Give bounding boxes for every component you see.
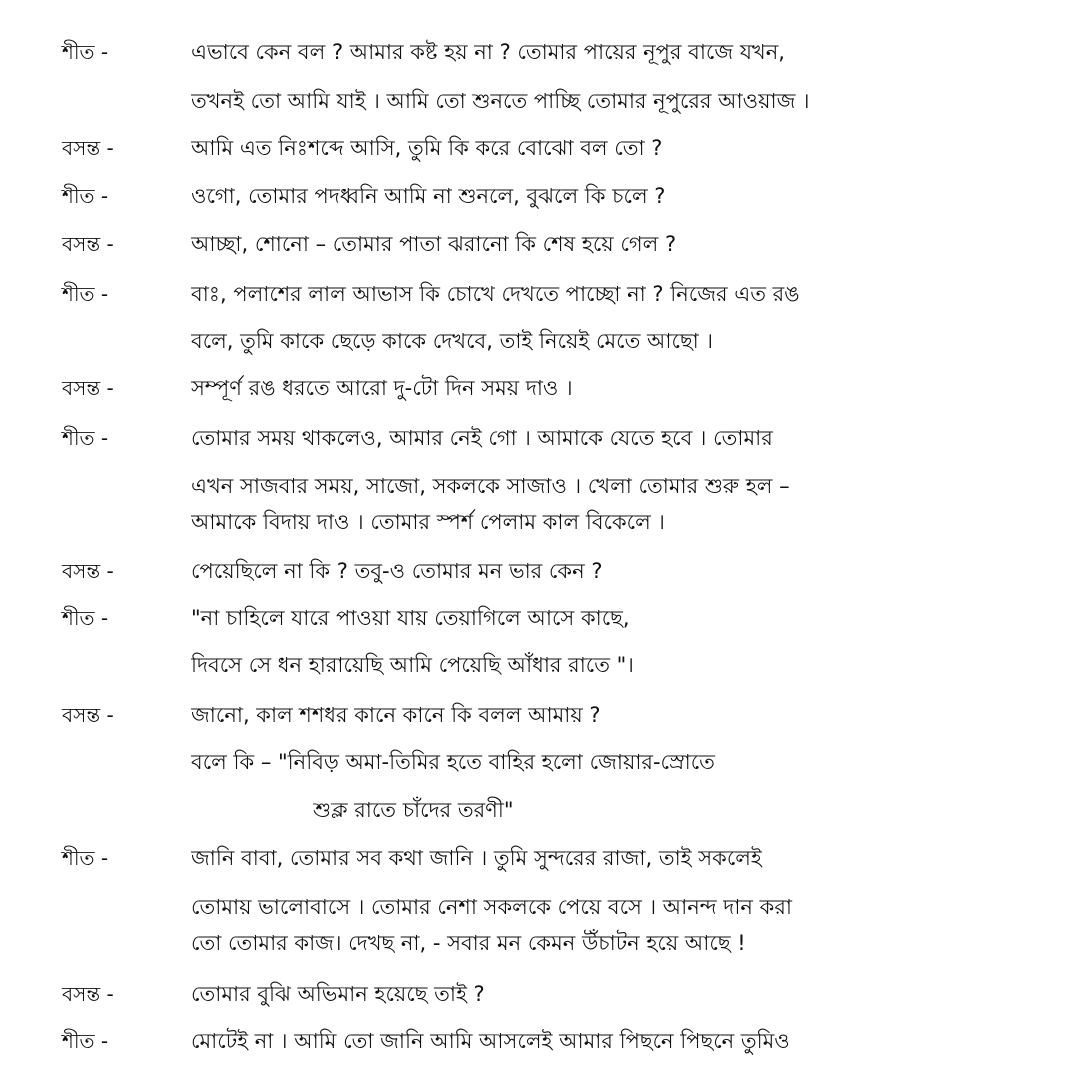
dialogue-text: জানো, কাল শশধর কানে কানে কি বলল আমায় ? bbox=[191, 703, 601, 727]
speaker-label: শীত - bbox=[62, 1029, 109, 1053]
dialogue-text: সম্পূর্ণ রঙ ধরতে আরো দু-টো দিন সময় দাও । bbox=[191, 376, 573, 400]
speaker-label: শীত - bbox=[62, 426, 109, 450]
speaker-label: শীত - bbox=[62, 606, 109, 630]
dialogue-text: দিবসে সে ধন হারায়েছি আমি পেয়েছি আঁধার রাতে "। bbox=[191, 653, 634, 677]
dialogue-text: জানি বাবা, তোমার সব কথা জানি । তুমি সুন্দরের রাজা, তাই সকলেই bbox=[191, 846, 762, 870]
dialogue-line bbox=[0, 923, 1080, 963]
dialogue-line bbox=[0, 1021, 1080, 1061]
dialogue-line bbox=[0, 598, 1080, 638]
dialogue-line bbox=[0, 551, 1080, 591]
dialogue-line bbox=[0, 502, 1080, 542]
dialogue-text: এখন সাজবার সময়, সাজো, সকলকে সাজাও । খেলা তোমার শুরু হল – bbox=[191, 474, 790, 498]
dialogue-text: বাঃ, পলাশের লাল আভাস কি চোখে দেখতে পাচ্ছো না ? নিজের এত রঙ bbox=[191, 282, 800, 306]
dialogue-line bbox=[0, 887, 1080, 927]
dialogue-line bbox=[0, 81, 1080, 121]
speaker-label: বসন্ত - bbox=[62, 136, 114, 160]
speaker-label: বসন্ত - bbox=[62, 232, 114, 256]
dialogue-text: তোমায় ভালোবাসে । তোমার নেশা সকলকে পেয়ে বসে । আনন্দ দান করা bbox=[191, 895, 792, 919]
dialogue-text: বলে কি – "নিবিড় অমা-তিমির হতে বাহির হলো জোয়ার-স্রোতে bbox=[191, 750, 715, 774]
speaker-label: শীত - bbox=[62, 846, 109, 870]
dialogue-line bbox=[0, 645, 1080, 685]
dialogue-text: আমাকে বিদায় দাও । তোমার স্পর্শ পেলাম কাল বিকেলে । bbox=[191, 510, 665, 534]
dialogue-text: আচ্ছা, শোনো – তোমার পাতা ঝরানো কি শেষ হয়ে গেল ? bbox=[191, 232, 677, 256]
dialogue-text: তো তোমার কাজ। দেখছ না, - সবার মন কেমন উঁচাটন হয়ে আছে ! bbox=[191, 931, 746, 955]
dialogue-line bbox=[0, 838, 1080, 878]
dialogue-text: এভাবে কেন বল ? আমার কষ্ট হয় না ? তোমার পায়ের নূপুর বাজে যখন, bbox=[191, 40, 785, 64]
dialogue-line bbox=[0, 368, 1080, 408]
dialogue-text: আমি এত নিঃশব্দে আসি, তুমি কি করে বোঝো বল তো ? bbox=[191, 136, 663, 160]
speaker-label: বসন্ত - bbox=[62, 376, 114, 400]
speaker-label: শীত - bbox=[62, 40, 109, 64]
dialogue-text: তখনই তো আমি যাই । আমি তো শুনতে পাচ্ছি তোমার নূপুরের আওয়াজ । bbox=[191, 89, 810, 113]
speaker-label: বসন্ত - bbox=[62, 982, 114, 1006]
dialogue-line bbox=[0, 321, 1080, 361]
dialogue-text: ওগো, তোমার পদধ্বনি আমি না শুনলে, বুঝলে কি চলে ? bbox=[191, 184, 666, 208]
dialogue-line bbox=[0, 742, 1080, 782]
dialogue-line bbox=[0, 224, 1080, 264]
dialogue-text: পেয়েছিলে না কি ? তবু-ও তোমার মন ভার কেন ? bbox=[191, 559, 603, 583]
dialogue-line bbox=[0, 128, 1080, 168]
dialogue-text: তোমার সময় থাকলেও, আমার নেই গো । আমাকে যেতে হবে । তোমার bbox=[191, 426, 773, 450]
dialogue-line bbox=[0, 790, 1080, 830]
dialogue-line bbox=[0, 274, 1080, 314]
dialogue-text: বলে, তুমি কাকে ছেড়ে কাকে দেখবে, তাই নিয়েই মেতে আছো । bbox=[191, 329, 713, 353]
speaker-label: শীত - bbox=[62, 282, 109, 306]
dialogue-line bbox=[0, 974, 1080, 1014]
speaker-label: শীত - bbox=[62, 184, 109, 208]
dialogue-text: মোটেই না । আমি তো জানি আমি আসলেই আমার পিছনে পিছনে তুমিও bbox=[191, 1029, 790, 1053]
speaker-label: বসন্ত - bbox=[62, 703, 114, 727]
speaker-label: বসন্ত - bbox=[62, 559, 114, 583]
dialogue-line bbox=[0, 418, 1080, 458]
dialogue-line bbox=[0, 32, 1080, 72]
dialogue-text: তোমার বুঝি অভিমান হয়েছে তাই ? bbox=[191, 982, 485, 1006]
dialogue-line bbox=[0, 176, 1080, 216]
dialogue-line bbox=[0, 695, 1080, 735]
dialogue-text: "না চাহিলে যারে পাওয়া যায় তেয়াগিলে আসে কাছে, bbox=[191, 606, 630, 630]
dialogue-line bbox=[0, 466, 1080, 506]
dialogue-text: শুক্ল রাতে চাঁদের তরণী" bbox=[313, 798, 514, 822]
